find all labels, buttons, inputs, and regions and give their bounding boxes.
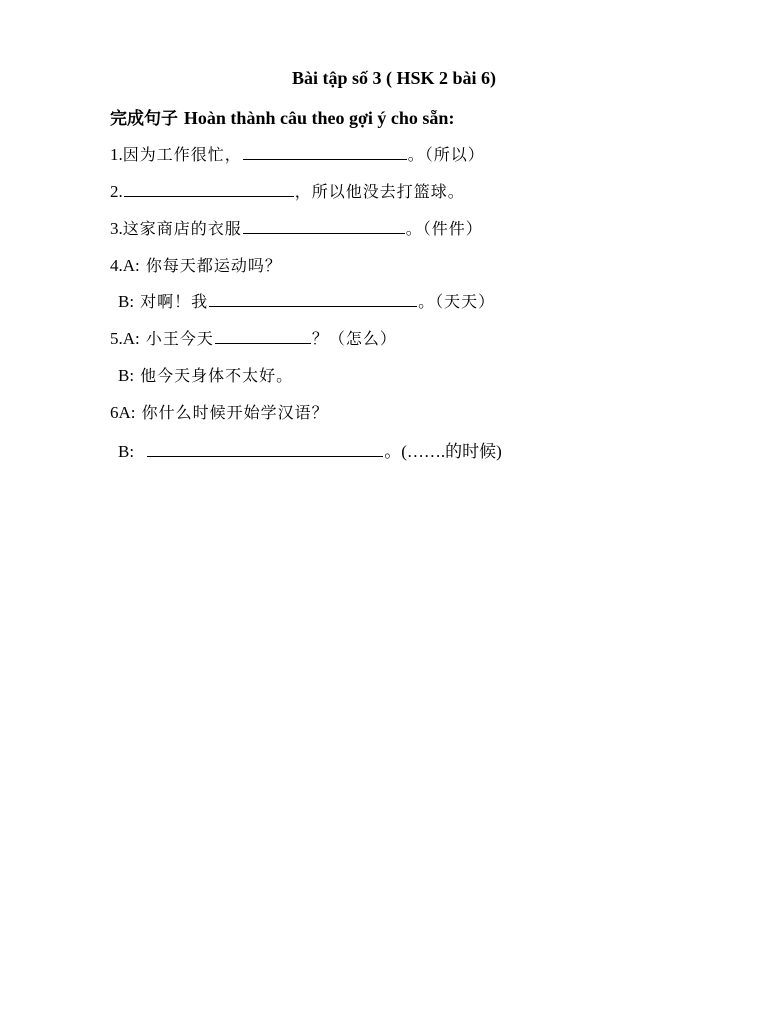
item-prompt: 这家商店的衣服 — [122, 219, 242, 238]
page-title: Bài tập số 3 ( HSK 2 bài 6) — [292, 68, 497, 88]
item-number: 3. — [110, 219, 123, 238]
item-prompt: 小王今天 — [145, 329, 214, 348]
item-number: 2. — [110, 182, 123, 201]
instruction — [110, 104, 454, 129]
item-hint: ，所以他没去打篮球。 — [294, 182, 465, 201]
item-speaker: B: — [118, 442, 135, 461]
item-prompt: 因为工作很忙， — [122, 145, 242, 164]
exercise-item-2 — [110, 179, 465, 202]
item-hint: 。（所以） — [407, 145, 485, 164]
answer-blank[interactable] — [243, 219, 405, 234]
exercise-item-6b — [118, 437, 502, 462]
answer-blank[interactable] — [243, 145, 407, 160]
item-number: 1. — [110, 145, 123, 164]
item-hint: ？（怎么） — [311, 329, 397, 348]
exercise-item-4b — [118, 289, 495, 312]
item-number: 6A: — [110, 403, 136, 422]
exercise-item-6a — [110, 400, 329, 423]
exercise-item-3 — [110, 216, 483, 239]
item-number: 4.A: — [110, 256, 140, 275]
instruction-zh: 完成句子 — [110, 109, 178, 129]
answer-blank[interactable] — [209, 292, 417, 307]
item-speaker: B: — [118, 366, 135, 385]
exercise-item-1 — [110, 142, 485, 165]
answer-blank[interactable] — [147, 442, 383, 457]
item-prompt: 他今天身体不太好。 — [140, 366, 294, 385]
item-number: 5.A: — [110, 329, 140, 348]
item-hint: 。（天天） — [418, 292, 496, 311]
item-prompt: 对啊！我 — [140, 292, 209, 311]
item-speaker: B: — [118, 292, 135, 311]
exercise-item-4a — [110, 253, 282, 276]
item-prompt: 你什么时候开始学汉语？ — [141, 403, 329, 422]
exercise-item-5b — [118, 363, 293, 386]
exercise-item-5a — [110, 326, 397, 349]
item-prompt: 你每天都运动吗？ — [145, 256, 282, 275]
item-hint: 。(…….的时候) — [384, 442, 502, 461]
answer-blank[interactable] — [215, 329, 311, 344]
instruction-vn: Hoàn thành câu theo gợi ý cho sẵn: — [183, 108, 455, 128]
answer-blank[interactable] — [124, 182, 294, 197]
item-hint: 。（件件） — [405, 219, 483, 238]
